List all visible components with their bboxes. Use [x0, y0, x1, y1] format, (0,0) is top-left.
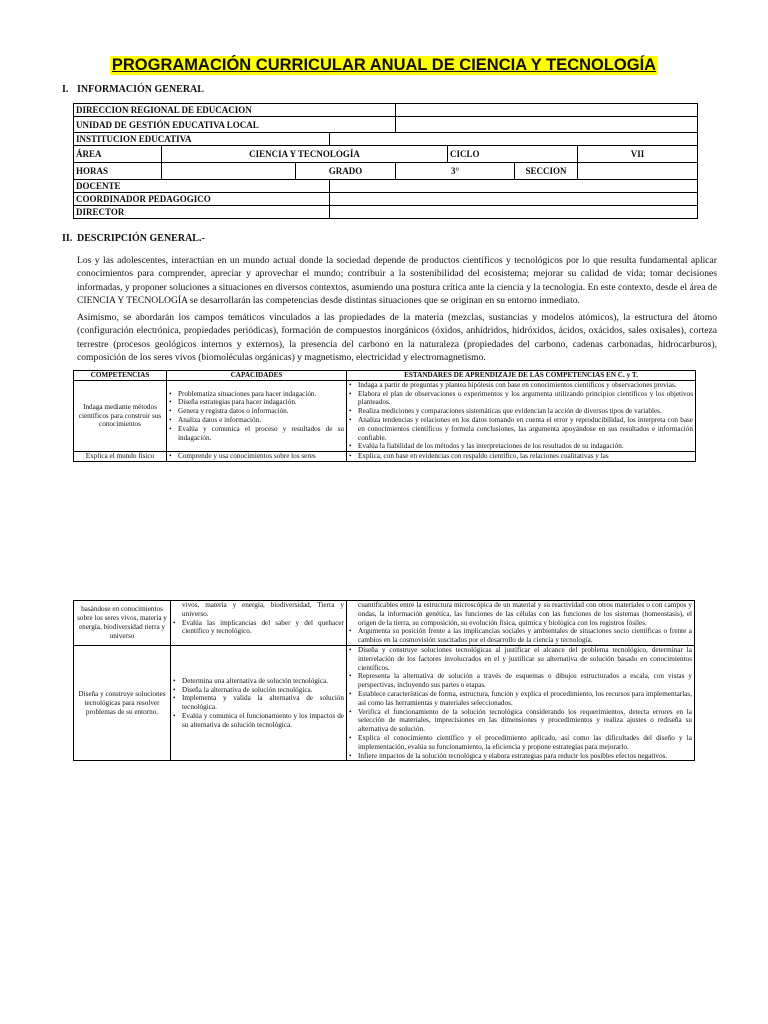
row-area — [74, 146, 698, 163]
director-value — [330, 206, 698, 219]
estandares-list — [349, 627, 692, 645]
ugel-label: UNIDAD DE GESTIÓN EDUCATIVA LOCAL — [74, 117, 396, 133]
ciclo-value: VII — [578, 146, 698, 163]
list-item: • Analiza tendencias y relaciones en los datos tomando en cuenta el error y reproducibilidad, los interpreta con base en conocimientos científicos y formula conclusiones, las argumenta apoyándose en sus resultados e información confiable. — [349, 416, 693, 442]
list-item: • Evalúa y comunica el proceso y resultados de su indagación. — [169, 425, 344, 443]
section-label: INFORMACIÓN GENERAL — [77, 84, 204, 95]
section-number: II. — [62, 233, 73, 244]
coordinador-label: COORDINADOR PEDAGOGICO — [74, 193, 330, 206]
ie-value — [330, 133, 698, 146]
coordinador-value — [330, 193, 698, 206]
seccion-value — [578, 163, 698, 180]
row-horas — [74, 163, 698, 180]
row-dre — [74, 104, 698, 117]
cut-text: Explica el mundo físico — [85, 452, 155, 461]
competency-name: basándose en conocimientos sobre los seres vivos, materia y energía, biodiversidad tierra y universo — [74, 601, 171, 646]
list-item: • Realiza mediciones y comparaciones sistemáticas que evidencian la acción de diversos tipos de variables. — [349, 407, 693, 416]
document-title-wrap — [0, 56, 768, 75]
header-cell: CAPACIDADES — [167, 371, 347, 381]
competency-row — [74, 601, 695, 646]
list-item: • Comprende y usa conocimientos sobre los seres — [169, 452, 344, 461]
competencies-table-continued — [73, 600, 695, 761]
header-cell: ESTANDARES DE APRENDIZAJE DE LAS COMPETENCIAS EN C. y T. — [347, 371, 696, 381]
area-value: CIENCIA Y TECNOLOGÍA — [162, 146, 448, 163]
horas-value — [162, 163, 296, 180]
horas-label: HORAS — [74, 163, 162, 180]
list-item: • Evalúa las implicancias del saber y del quehacer científico y tecnológico. — [173, 619, 344, 637]
area-label: ÁREA — [74, 146, 162, 163]
list-item: • Diseña y construye soluciones tecnológicas al justificar el alcance del problema tecnológico, determinar la interrelación de los factores involucrados en el y justificar su alternativa de solución basado en conocimientos científicos. — [349, 646, 692, 672]
capacidades-list — [169, 390, 344, 443]
list-item: • Indaga a partir de preguntas y plantea hipótesis con base en conocimientos científicos y observaciones previas. — [349, 381, 693, 390]
list-item: • Analiza datos e información. — [169, 416, 344, 425]
list-item: • Diseña estrategias para hacer indagación. — [169, 398, 344, 407]
list-item: • Representa la alternativa de solución a través de esquemas o dibujos estructurados a escala, con vistas y perspectivas, incluyendo sus partes o etapas. — [349, 672, 692, 690]
competency-row-cut — [74, 452, 696, 462]
capacidades-list — [173, 677, 344, 730]
competency-row — [74, 645, 695, 760]
ie-label: INSTITUCION EDUCATIVA — [74, 133, 330, 146]
list-item: • Diseña la alternativa de solución tecnológica. — [173, 686, 344, 695]
list-item: • Verifica el funcionamiento de la solución tecnológica considerando los requerimientos, detecta errores en la selección de materiales, imprecisiones en las dimensiones y procedimientos y realiza ajustes o rediseña su alternativa de solución. — [349, 708, 692, 734]
list-item: • Problematiza situaciones para hacer indagación. — [169, 390, 344, 399]
estandares-cell — [347, 380, 696, 451]
capacidades-list — [169, 452, 344, 461]
list-item: • Establece características de forma, estructura, función y explica el procedimiento, los recursos para implementarlas, así como las herramientas y materiales seleccionados. — [349, 690, 692, 708]
list-item: • Explica, con base en evidencias con respaldo científico, las relaciones cualitativas y las — [349, 452, 693, 461]
competencies-table — [73, 370, 696, 462]
grado-label: GRADO — [296, 163, 396, 180]
header-row — [74, 371, 696, 381]
row-ie — [74, 133, 698, 146]
capacidad-continuation: vivos, materia y energía, biodiversidad, Tierra y universo. — [182, 601, 344, 618]
capacidades-cell — [171, 645, 347, 760]
section-heading-description — [62, 233, 205, 244]
header-cell: COMPETENCIAS — [74, 371, 167, 381]
row-ugel — [74, 117, 698, 133]
list-item: • Evalúa y comunica el funcionamiento y los impactos de su alternativa de solución tecnológica. — [173, 712, 344, 730]
competency-row — [74, 380, 696, 451]
dre-label: DIRECCION REGIONAL DE EDUCACION — [74, 104, 396, 117]
capacidades-cell — [167, 452, 347, 462]
capacidades-cell — [167, 380, 347, 451]
ugel-value — [396, 117, 698, 133]
competency-name — [74, 452, 167, 462]
list-item: • Argumenta su posición frente a las implicancias sociales y ambientales de situaciones socio científicas o frente a cambios en la cosmovisión suscitados por el desarrollo de la ciencia y tecnología. — [349, 627, 692, 645]
general-info-table — [73, 103, 698, 219]
description-paragraph: Los y las adolescentes, interactúan en un mundo actual donde la sociedad depende de productos científicos y tecnológicos por lo que resulta fundamental aplicar conocimientos para comprender, apreciar y aprovechar el mundo; contribuir a la sostenibilidad del ecosistema; mejorar su calidad de vida; tomar decisiones informadas, y proponer soluciones a situaciones en diversos contextos, asumiendo una postura crítica ante la ciencia y la tecnología. En este contexto, desde el área de CIENCIA Y TECNOLOGÍA se desarrollarán las competencias desde distintas situaciones que se originan en su entorno inmediato. — [77, 255, 717, 306]
estandares-cell — [347, 645, 695, 760]
ciclo-label: CICLO — [448, 146, 578, 163]
list-item: • Infiere impactos de la solución tecnológica y elabora estrategias para reducir los posibles efectos negativos. — [349, 752, 692, 761]
dre-value — [396, 104, 698, 117]
estandares-list — [349, 452, 693, 461]
estandares-list — [349, 381, 693, 451]
list-item: • Elabora el plan de observaciones o experimentos y los argumenta utilizando principios científicos y los objetivos planteados. — [349, 390, 693, 408]
description-paragraph: Asimismo, se abordarán los campos temáticos vinculados a las propiedades de la materia (mezclas, sustancias y modelos atómicos), la estructura del átomo (configuración electrónica, propiedades periódicas), formación de compuestos inorgánicos (óxidos, anhídridos, hidróxidos, ácidos, oxácidos, sales oxisales), corteza terrestre (procesos geológicos internos y externos), la presencia del carbono en la naturaleza (propiedades del carbono, cadenas carbonadas, hidrocarburos), composición de los seres vivos (biomoléculas orgánicas) y magnetismo, electricidad y electromagnetismo. — [77, 312, 717, 363]
section-number: I. — [62, 84, 69, 95]
capacidades-list — [173, 619, 344, 637]
estandares-cell — [347, 452, 696, 462]
document-title: PROGRAMACIÓN CURRICULAR ANUAL DE CIENCIA Y TECNOLOGÍA — [111, 56, 657, 74]
row-coordinador — [74, 193, 698, 206]
estandares-list — [349, 646, 692, 760]
competency-name: Diseña y construye soluciones tecnológicas para resolver problemas de su entorno. — [74, 645, 171, 760]
list-item: • Implementa y valida la alternativa de solución tecnológica. — [173, 694, 344, 712]
list-item: • Explica el conocimiento científico y el procedimiento aplicado, así como las dificultades del diseño y la implementación, evalúa su funcionamiento, la eficiencia y propone estrategias para mejorarlo. — [349, 734, 692, 752]
estandar-continuation: cuantificables entre la estructura microscópica de un material y su reactividad con otros materiales o con campos y ondas, la información genética, las funciones de las células con las funciones de los sistemas (homeostasis), el origen de la tierra, su composición, su evolución física, química y biológica con los registros fósiles. — [358, 601, 692, 627]
competency-name: Indaga mediante métodos científicos para construir sus conocimientos — [74, 380, 167, 451]
seccion-label: SECCION — [515, 163, 578, 180]
estandares-cell — [347, 601, 695, 646]
capacidades-cell — [171, 601, 347, 646]
list-item: • Determina una alternativa de solución tecnológica. — [173, 677, 344, 686]
list-item: • Genera y registra datos o información. — [169, 407, 344, 416]
docente-label: DOCENTE — [74, 180, 330, 193]
section-heading-info — [62, 84, 204, 95]
grado-value: 3° — [396, 163, 515, 180]
row-docente — [74, 180, 698, 193]
docente-value — [330, 180, 698, 193]
row-director — [74, 206, 698, 219]
section-label: DESCRIPCIÓN GENERAL.- — [77, 233, 205, 244]
list-item: • Evalúa la fiabilidad de los métodos y las interpretaciones de los resultados de su indagación. — [349, 442, 693, 451]
director-label: DIRECTOR — [74, 206, 330, 219]
